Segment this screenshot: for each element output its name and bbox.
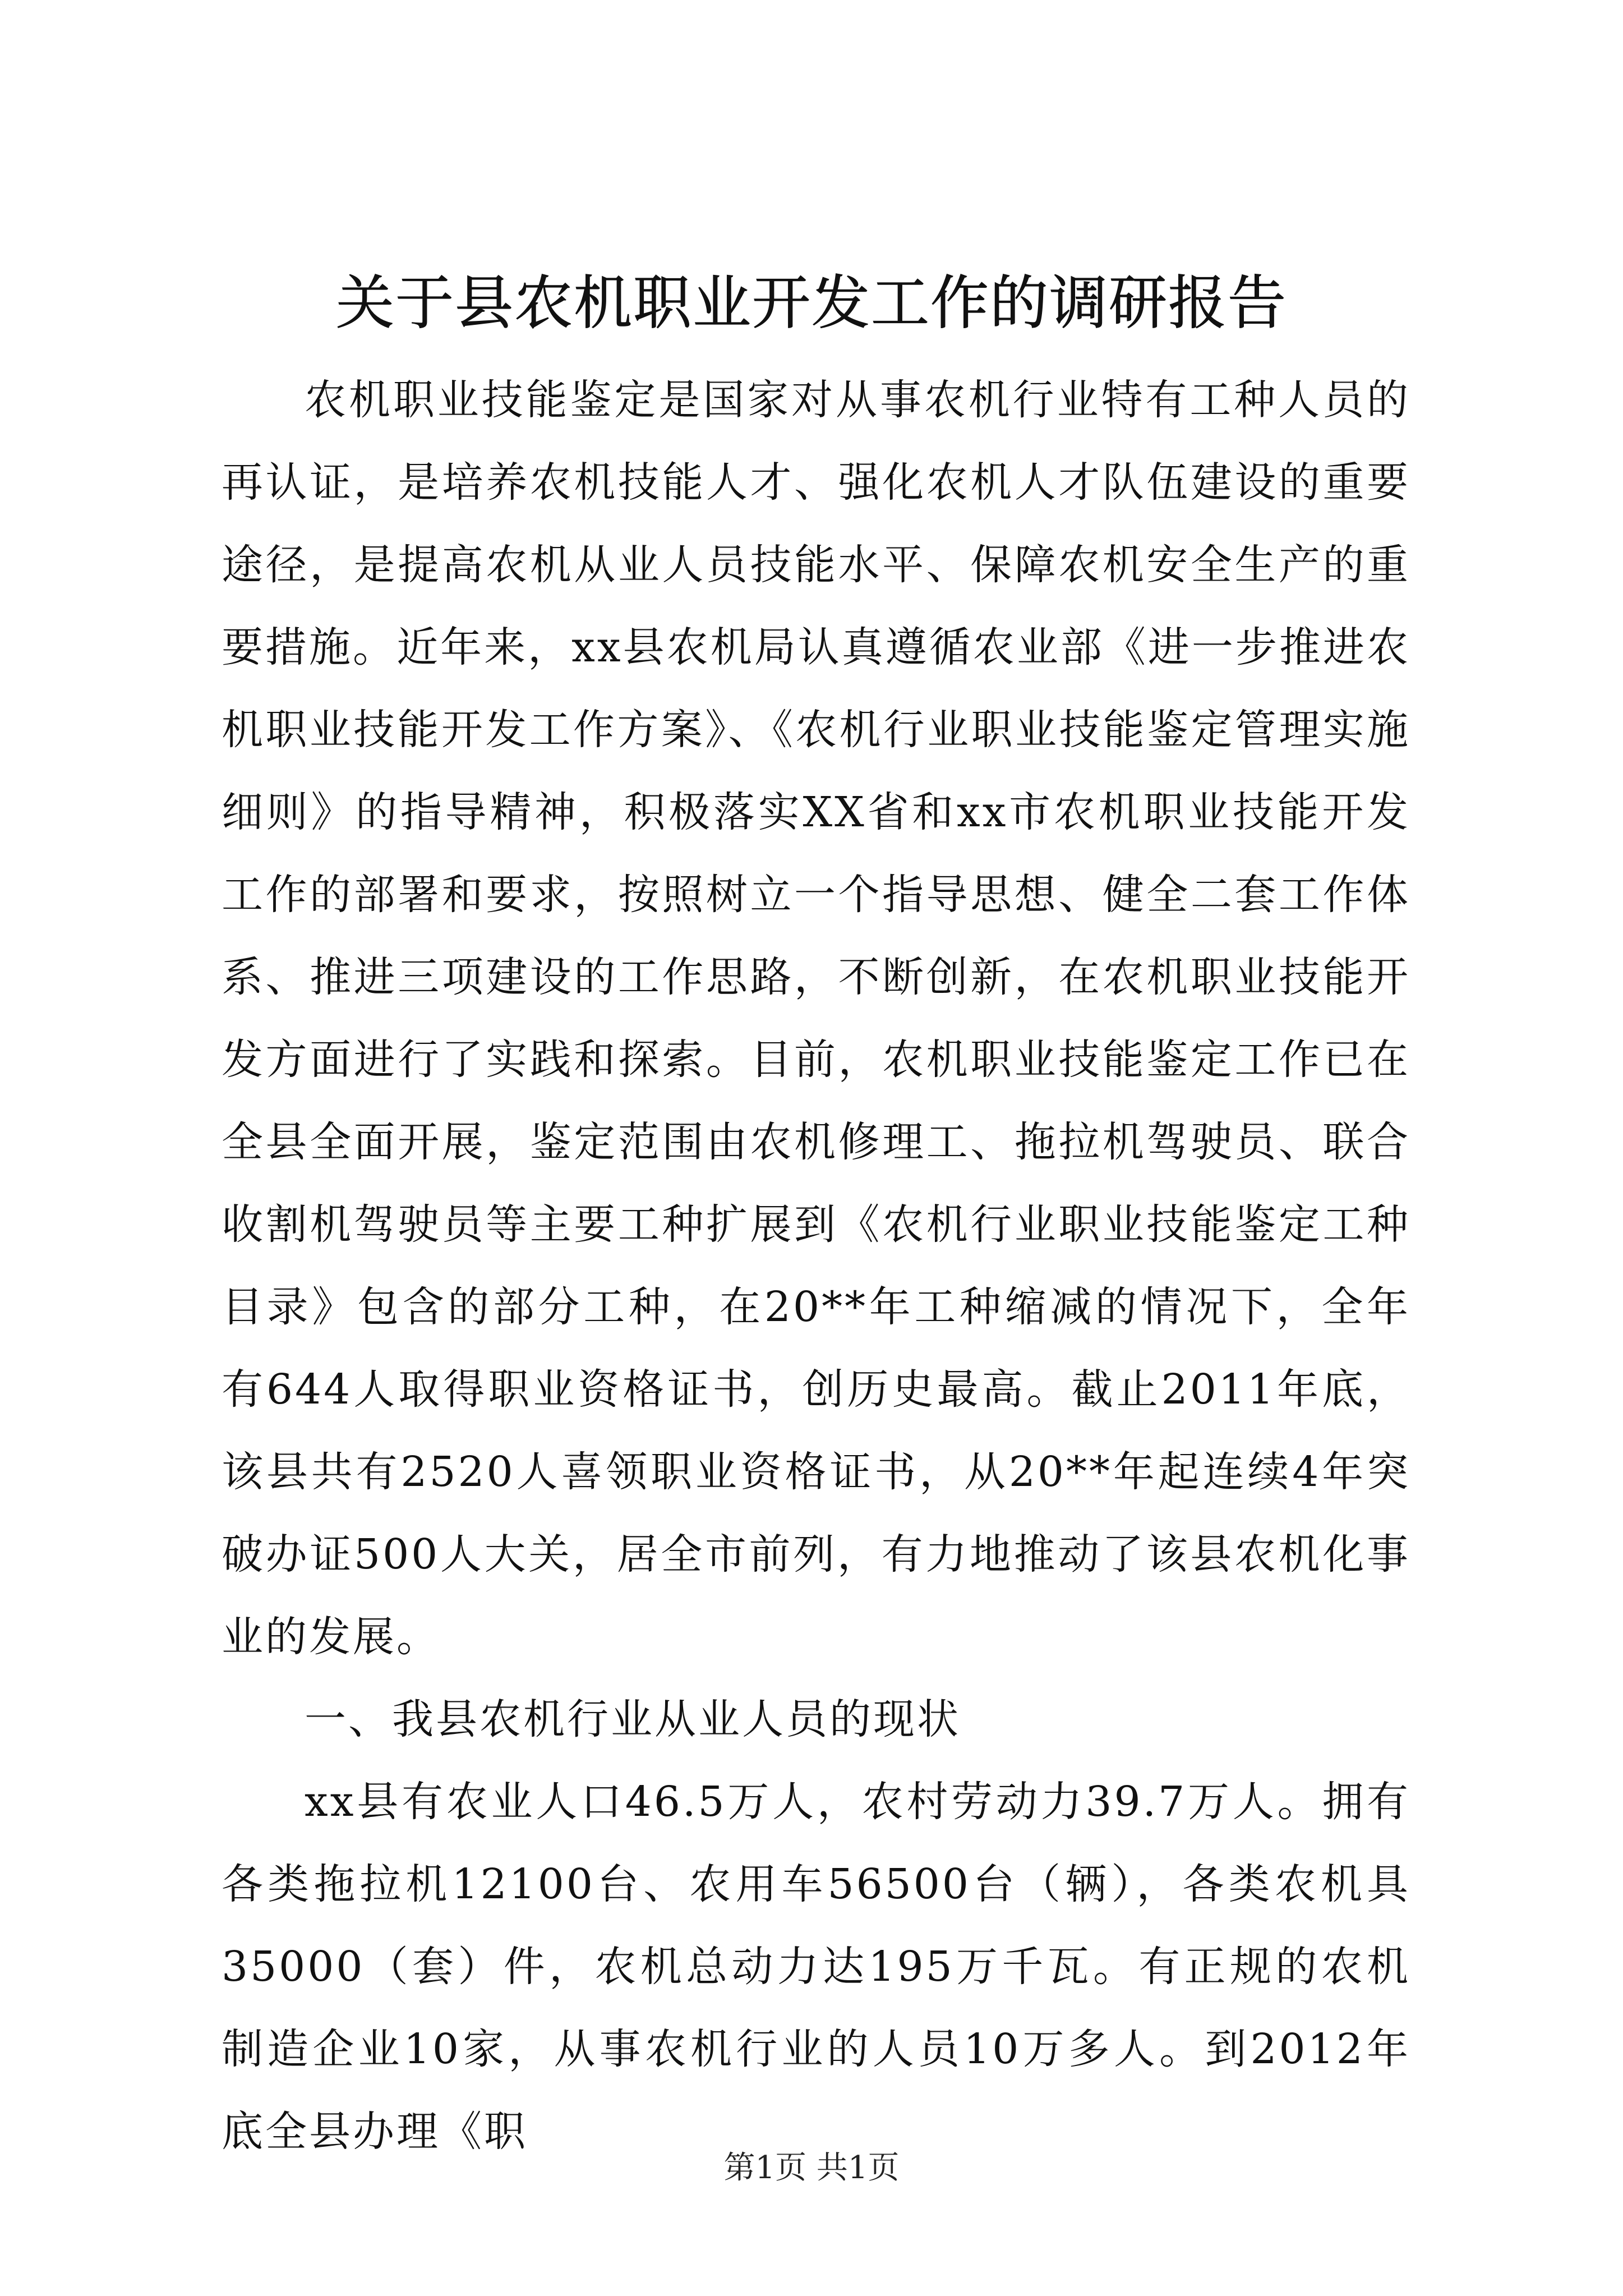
body-paragraph-status: xx县有农业人口46.5万人，农村劳动力39.7万人。拥有各类拖拉机12100台、农用车56500台（辆），各类农机具35000（套）件，农机总动力达195万千瓦。有正规的农机制造企业10家，从事农机行业的人员10万多人。到2012年底全县办理《职: [222, 1778, 1410, 2156]
section-heading-1: 一、我县农机行业从业人员的现状: [305, 1695, 961, 1743]
body-paragraph-intro: 农机职业技能鉴定是国家对从事农机行业特有工种人员的再认证，是培养农机技能人才、强化农机人才队伍建设的重要途径，是提高农机从业人员技能水平、保障农机安全生产的重要措施。近年来，xx县农机局认真遵循农业部《进一步推进农机职业技能开发工作方案》、《农机行业职业技能鉴定管理实施细则》的指导精神，积极落实XX省和xx市农机职业技能开发工作的部署和要求，按照树立一个指导思想、健全二套工作体系、推进三项建设的工作思路，不断创新，在农机职业技能开发方面进行了实践和探索。目前，农机职业技能鉴定工作已在全县全面开展，鉴定范围由农机修理工、拖拉机驾驶员、联合收割机驾驶员等主要工种扩展到《农机行业职业技能鉴定工种目录》包含的部分工种，在20**年工种缩减的情况下，全年有644人取得职业资格证书，创历史最高。截止2011年底，该县共有2520人喜领职业资格证书，从20**年起连续4年突破办证500人大关，居全市前列，有力地推动了该县农机化事业的发展。: [222, 376, 1410, 1661]
document-title: 关于县农机职业开发工作的调研报告: [335, 269, 1287, 337]
page-footer: 第1页 共1页: [723, 2150, 900, 2186]
document-body: [222, 359, 1410, 2173]
